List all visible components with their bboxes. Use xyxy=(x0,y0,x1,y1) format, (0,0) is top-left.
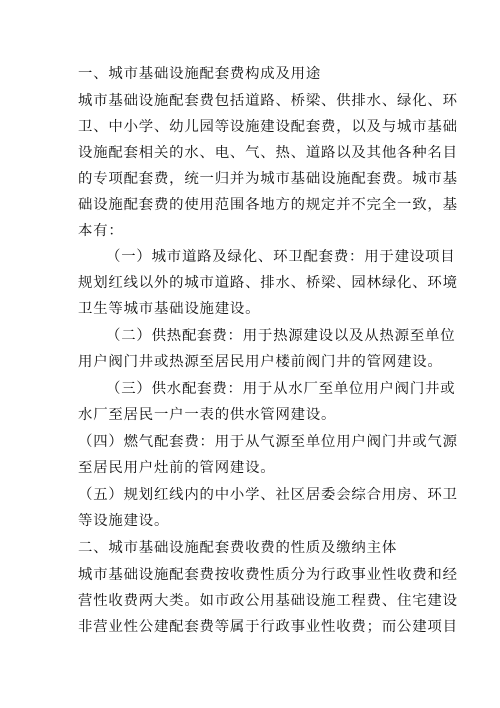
list-item-2-line: （二）供热配套费：用于热源建设以及从热源至单位 xyxy=(106,328,456,344)
list-item-1-line: （一）城市道路及绿化、环卫配套费：用于建设项目 xyxy=(106,249,456,265)
list-item-4-line: 至居民用户灶前的管网建设。 xyxy=(78,460,276,476)
paragraph-line: 设施配套相关的水、电、气、热、道路以及其他各种名目 xyxy=(78,145,458,161)
paragraph-line: 城市基础设施配套费包括道路、桥梁、供排水、绿化、环 xyxy=(78,93,458,109)
paragraph-line: 础设施配套费的使用范围各地方的规定并不完全一致，基 xyxy=(78,197,458,213)
paragraph-line: 的专项配套费，统一归并为城市基础设施配套费。城市基 xyxy=(78,171,458,187)
section-heading-1: 一、城市基础设施配套费构成及用途 xyxy=(78,66,322,82)
list-item-1-line: 卫生等城市基础设施建设。 xyxy=(78,301,261,317)
list-item-5-line: （五）规划红线内的中小学、社区居委会综合用房、环卫 xyxy=(78,487,458,503)
paragraph-line: 卫、中小学、幼儿园等设施建设配套费，以及与城市基础 xyxy=(78,119,458,135)
list-item-3-line: （三）供水配套费：用于从水厂至单位用户阀门井或 xyxy=(106,381,456,397)
paragraph-line: 营性收费两大类。如市政公用基础设施工程费、住宅建设 xyxy=(78,593,458,609)
list-item-5-line: 等设施建设。 xyxy=(78,513,170,529)
paragraph-line: 非营业性公建配套费等属于行政事业性收费；而公建项目 xyxy=(78,619,458,635)
list-item-3-line: 水厂至居民一户一表的供水管网建设。 xyxy=(78,407,337,423)
paragraph-line: 本有： xyxy=(78,223,124,239)
list-item-2-line: 用户阀门井或热源至居民用户楼前阀门井的管网建设。 xyxy=(78,354,443,370)
list-item-4-line: （四）燃气配套费：用于从气源至单位用户阀门井或气源 xyxy=(78,434,458,450)
paragraph-line: 城市基础设施配套费按收费性质分为行政事业性收费和经 xyxy=(78,567,458,583)
list-item-1-line: 规划红线以外的城市道路、排水、桥梁、园林绿化、环境 xyxy=(78,275,458,291)
section-heading-2: 二、城市基础设施配套费收费的性质及缴纳主体 xyxy=(78,540,398,556)
